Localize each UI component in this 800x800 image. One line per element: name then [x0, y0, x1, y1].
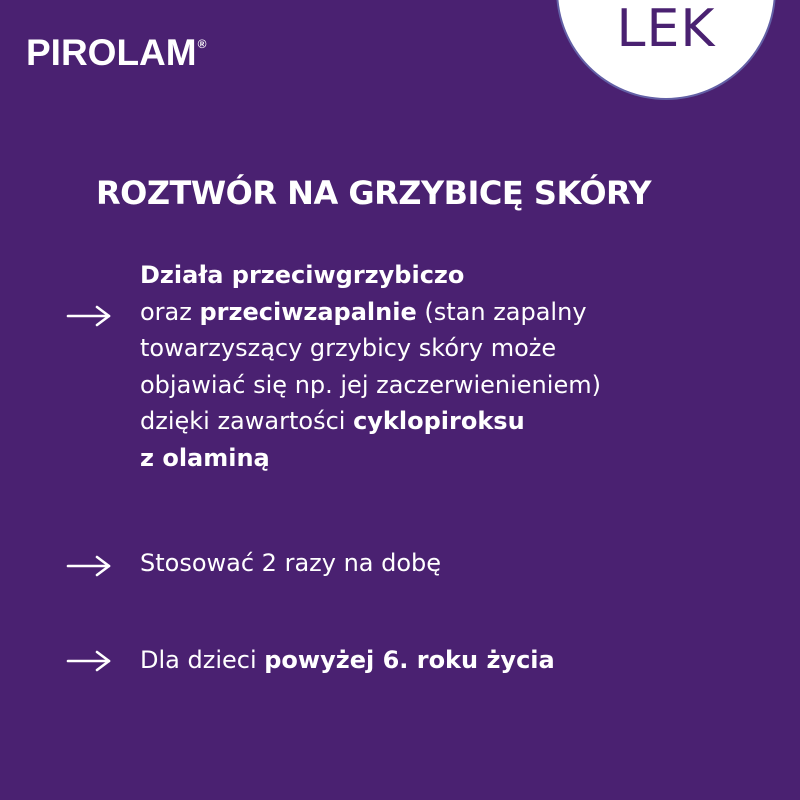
bullet-1-line-4: objawiać się np. jej zaczerwienieniem) — [140, 370, 601, 399]
bullet-text-2 — [140, 545, 441, 582]
bullet-1-line-5: dzięki zawartości cyklopiroksu — [140, 407, 525, 435]
medicine-badge — [558, 0, 774, 98]
bullet-1-line-3: towarzyszący grzybicy skóry może — [140, 334, 557, 362]
bullet-3-line-1: Dla dzieci powyżej 6. roku życia — [140, 646, 555, 674]
brand-name: PIROLAM — [26, 32, 197, 73]
bullet-1-line-6: z olaminą — [140, 443, 270, 472]
arrow-right-icon — [66, 555, 112, 577]
page-title: ROZTWÓR NA GRZYBICĘ SKÓRY — [96, 174, 652, 212]
arrow-right-icon — [66, 305, 112, 327]
bullet-text-1 — [140, 257, 601, 476]
brand-logo — [26, 34, 206, 71]
registered-mark: ® — [197, 37, 207, 51]
bullet-2-line-1: Stosować 2 razy na dobę — [140, 549, 442, 577]
arrow-right-icon — [66, 650, 112, 672]
bullet-text-3 — [140, 642, 555, 679]
bullet-1-line-2: oraz przeciwzapalnie (stan zapalny — [140, 297, 587, 326]
badge-label: LEK — [616, 0, 716, 59]
bullet-1-line-1: Działa przeciwgrzybiczo — [140, 261, 465, 289]
